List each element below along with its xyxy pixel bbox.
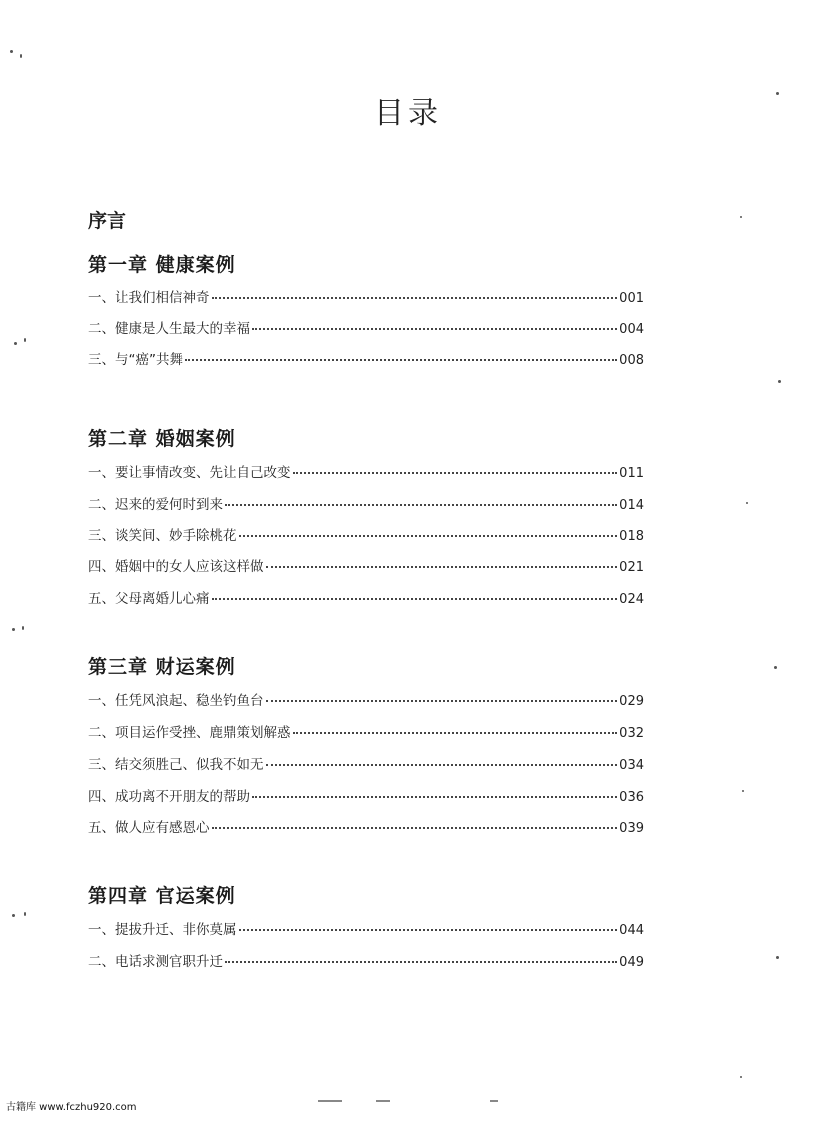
chapter-heading: 第四章 官运案例	[88, 885, 236, 907]
toc-entry-page: 034	[619, 758, 644, 773]
toc-entry-page: 018	[619, 529, 644, 544]
toc-entry-page: 029	[619, 694, 644, 709]
chapter-heading: 第一章 健康案例	[88, 254, 236, 276]
toc-entry-title: 一、要让事情改变、先让自己改变	[88, 465, 291, 481]
toc-entry	[88, 785, 644, 809]
toc-entry-page: 011	[619, 466, 644, 481]
toc-entry-page: 001	[619, 291, 644, 306]
dot-leader	[225, 961, 617, 963]
toc-entry	[88, 816, 644, 840]
toc-entry	[88, 461, 644, 485]
toc-entry-page: 024	[619, 592, 644, 607]
chapter-heading: 第二章 婚姻案例	[88, 428, 236, 450]
dot-leader	[239, 929, 618, 931]
toc-entry	[88, 721, 644, 745]
toc-entry-title: 一、让我们相信神奇	[88, 290, 210, 306]
toc-entry-page: 021	[619, 560, 644, 575]
toc-entry-page: 008	[619, 353, 644, 368]
dot-leader	[293, 472, 618, 474]
dot-leader	[252, 328, 617, 330]
footer-watermark: 古籍库 www.fczhu920.com	[6, 1102, 137, 1113]
dot-leader	[252, 796, 617, 798]
toc-entry-title: 五、做人应有感恩心	[88, 820, 210, 836]
preface-heading: 序言	[88, 210, 127, 232]
dot-leader	[212, 827, 618, 829]
toc-entry-title: 二、电话求测官职升迁	[88, 954, 223, 970]
toc-entry	[88, 348, 644, 372]
toc-entry-title: 二、迟来的爱何时到来	[88, 497, 223, 513]
toc-entry-title: 二、健康是人生最大的幸福	[88, 321, 250, 337]
toc-entry-title: 一、任凭风浪起、稳坐钓鱼台	[88, 693, 264, 709]
chapter-heading: 第三章 财运案例	[88, 656, 236, 678]
dot-leader	[212, 297, 618, 299]
toc-entry-title: 三、与“癌”共舞	[88, 352, 183, 368]
page-title: 目录	[374, 96, 442, 131]
toc-entry	[88, 587, 644, 611]
dot-leader	[293, 732, 618, 734]
toc-entry-title: 三、谈笑间、妙手除桃花	[88, 528, 237, 544]
toc-entry	[88, 950, 644, 974]
toc-entry	[88, 689, 644, 713]
toc-entry-page: 014	[619, 498, 644, 513]
toc-entry-title: 二、项目运作受挫、鹿鼎策划解惑	[88, 725, 291, 741]
toc-entry-page: 039	[619, 821, 644, 836]
toc-entry-page: 049	[619, 955, 644, 970]
dot-leader	[239, 535, 618, 537]
toc-entry-title: 四、婚姻中的女人应该这样做	[88, 559, 264, 575]
toc-entry	[88, 918, 644, 942]
toc-entry-page: 036	[619, 790, 644, 805]
toc-entry-page: 044	[619, 923, 644, 938]
toc-entry-title: 四、成功离不开朋友的帮助	[88, 789, 250, 805]
dot-leader	[212, 598, 618, 600]
dot-leader	[266, 764, 618, 766]
toc-entry-title: 五、父母离婚儿心痛	[88, 591, 210, 607]
toc-entry-page: 032	[619, 726, 644, 741]
toc-entry	[88, 524, 644, 548]
dot-leader	[185, 359, 617, 361]
dot-leader	[266, 700, 618, 702]
toc-entry	[88, 753, 644, 777]
toc-entry-page: 004	[619, 322, 644, 337]
dot-leader	[266, 566, 618, 568]
dot-leader	[225, 504, 617, 506]
toc-entry	[88, 493, 644, 517]
toc-entry	[88, 555, 644, 579]
toc-entry	[88, 286, 644, 310]
toc-entry	[88, 317, 644, 341]
toc-entry-title: 一、提拔升迁、非你莫属	[88, 922, 237, 938]
toc-entry-title: 三、结交须胜己、似我不如无	[88, 757, 264, 773]
